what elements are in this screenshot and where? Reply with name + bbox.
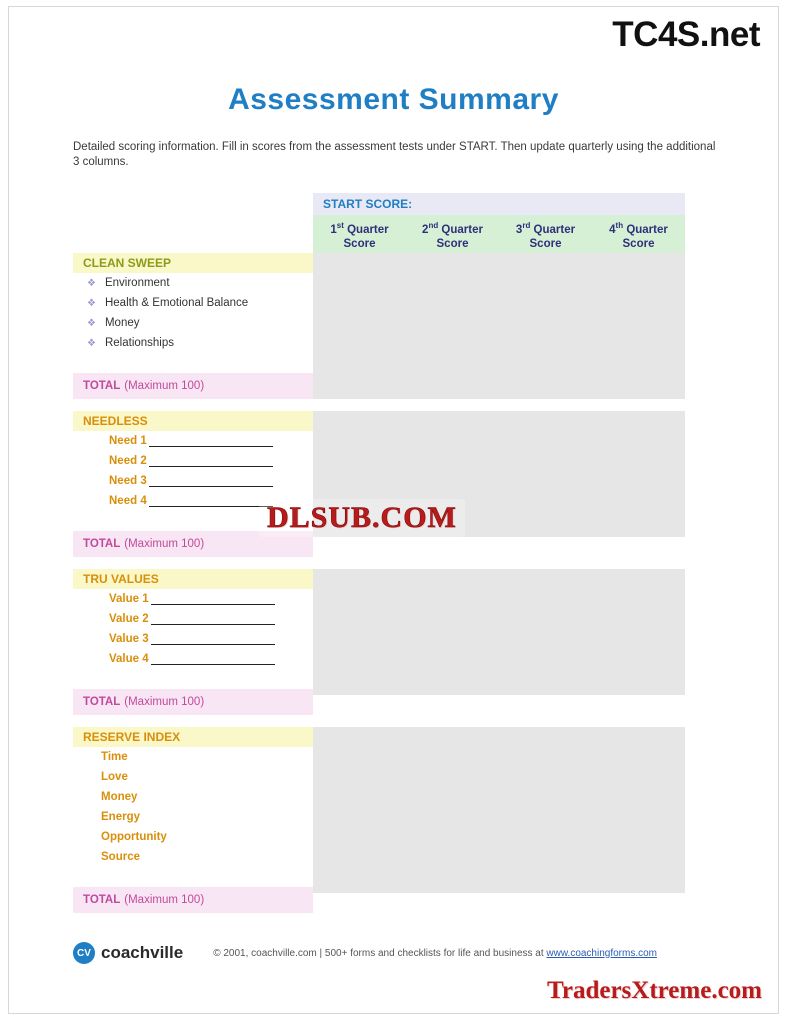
- score-grid-tru-values[interactable]: [313, 569, 685, 695]
- list-item[interactable]: Need 4: [73, 491, 313, 511]
- spacer: [73, 867, 313, 887]
- column-header-q2: 2nd Quarter Score: [422, 221, 483, 250]
- list-item[interactable]: Value 1: [73, 589, 313, 609]
- diamond-bullet-icon: ❖: [87, 337, 96, 349]
- column-header-q1: 1st Quarter Score: [330, 221, 389, 250]
- write-in-line[interactable]: [149, 475, 273, 487]
- diamond-bullet-icon: ❖: [87, 297, 96, 309]
- document-page: [8, 6, 779, 1014]
- section-clean-sweep: [73, 253, 685, 399]
- list-item: ❖ Money: [87, 317, 140, 329]
- page-title: Assessment Summary: [228, 83, 559, 116]
- section-title-reserve-index: RESERVE INDEX: [73, 727, 313, 747]
- list-item[interactable]: Need 1: [73, 431, 313, 451]
- list-item[interactable]: Value 4: [73, 649, 313, 669]
- column-header-q4: 4th Quarter Score: [609, 221, 668, 250]
- section-gap: [73, 715, 685, 727]
- diamond-bullet-icon: ❖: [87, 277, 96, 289]
- section-reserve-index: [73, 727, 685, 913]
- list-item: ❖ Health & Emotional Balance: [87, 297, 249, 309]
- list-item[interactable]: Value 2: [73, 609, 313, 629]
- footer: [73, 942, 733, 964]
- list-item: ❖ Environment: [87, 277, 170, 289]
- score-grid-clean-sweep[interactable]: [313, 253, 685, 399]
- header-blank-left: [73, 193, 313, 215]
- write-in-line[interactable]: [151, 633, 275, 645]
- write-in-line[interactable]: [149, 495, 273, 507]
- list-item: Source: [101, 851, 140, 863]
- coachingforms-link[interactable]: www.coachingforms.com: [546, 947, 658, 959]
- column-header-q3: 3rd Quarter Score: [515, 221, 576, 250]
- list-item: Energy: [101, 811, 140, 823]
- section-tru-values: [73, 569, 685, 715]
- write-in-line[interactable]: [149, 435, 273, 447]
- list-item: Love: [101, 771, 128, 783]
- brand-top-label: TC4S.net: [612, 15, 760, 54]
- table-header-start: [73, 193, 685, 215]
- list-item[interactable]: Need 2: [73, 451, 313, 471]
- write-in-line[interactable]: [151, 613, 275, 625]
- watermark-dlsub: DLSUB.COM: [259, 499, 465, 537]
- section-items-clean-sweep: [73, 273, 313, 373]
- section-title-tru-values: TRU VALUES: [73, 569, 313, 589]
- list-item[interactable]: Value 3: [73, 629, 313, 649]
- section-items-tru-values: [73, 589, 313, 689]
- coachville-logo-icon: CV: [73, 942, 95, 964]
- list-item: ❖ Relationships: [87, 337, 175, 349]
- spacer: [73, 669, 313, 689]
- total-row-clean-sweep: TOTAL (Maximum 100): [73, 373, 313, 399]
- section-title-clean-sweep: CLEAN SWEEP: [73, 253, 313, 273]
- list-item: Money: [101, 791, 138, 803]
- section-items-reserve-index: [73, 747, 313, 887]
- start-score-label: START SCORE:: [313, 193, 685, 215]
- score-grid-reserve-index[interactable]: [313, 727, 685, 893]
- diamond-bullet-icon: ❖: [87, 317, 96, 329]
- list-item[interactable]: Need 3: [73, 471, 313, 491]
- total-row-reserve-index: TOTAL (Maximum 100): [73, 887, 313, 913]
- intro-text: Detailed scoring information. Fill in scores from the assessment tests under START. Then update quarterly using the additional 3 columns.: [73, 141, 716, 168]
- section-title-needless: NEEDLESS: [73, 411, 313, 431]
- table-header-quarters: [73, 215, 685, 253]
- assessment-sheet: [73, 193, 685, 913]
- spacer: [73, 353, 313, 373]
- total-row-tru-values: TOTAL (Maximum 100): [73, 689, 313, 715]
- write-in-line[interactable]: [149, 455, 273, 467]
- coachville-brand-label: coachville: [101, 943, 184, 962]
- section-gap: [73, 399, 685, 411]
- header-blank-left-2: [73, 215, 313, 253]
- write-in-line[interactable]: [151, 593, 275, 605]
- section-gap: [73, 557, 685, 569]
- list-item: Time: [101, 751, 128, 763]
- copyright-text: © 2001, coachville.com | 500+ forms and checklists for life and business at www.coachingforms.com: [213, 947, 658, 959]
- list-item: Opportunity: [101, 831, 167, 843]
- write-in-line[interactable]: [151, 653, 275, 665]
- total-row-needless: TOTAL (Maximum 100): [73, 531, 313, 557]
- watermark-tradersxtreme: TradersXtreme.com: [547, 977, 762, 1004]
